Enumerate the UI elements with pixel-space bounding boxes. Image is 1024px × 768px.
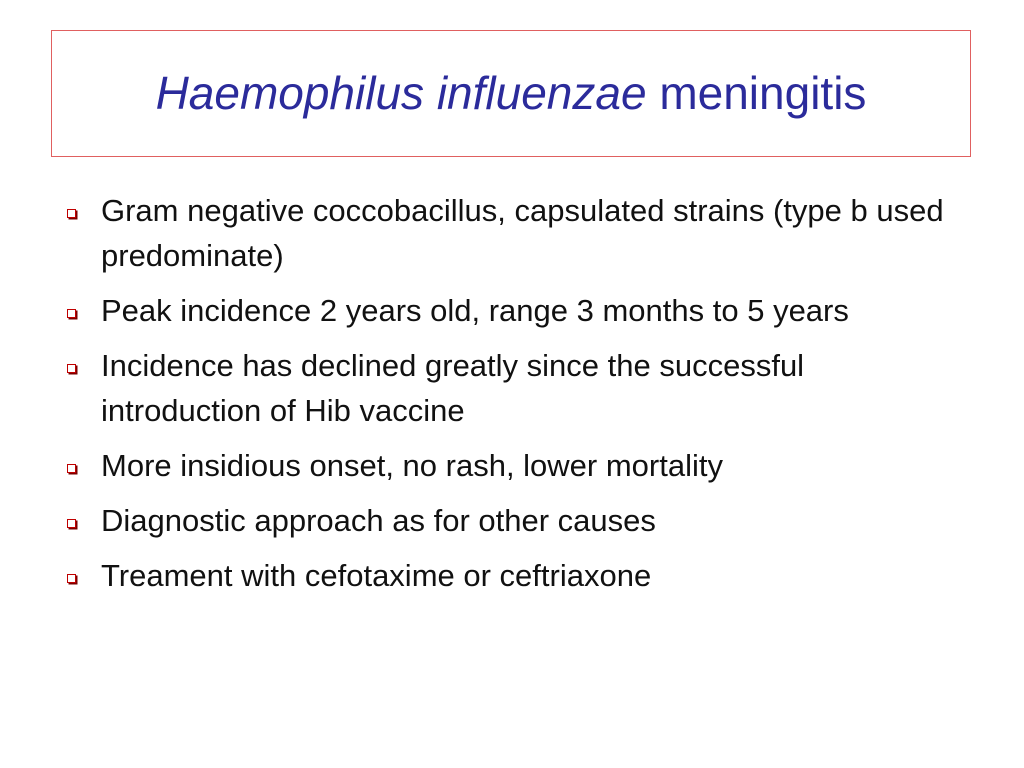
bullet-text: Incidence has declined greatly since the successful introduction of Hib vaccine [101,348,805,428]
title-box [51,30,971,157]
bullet-text: Diagnostic approach as for other causes [101,503,656,538]
square-bullet-icon [67,309,76,318]
square-bullet-icon [67,464,76,473]
bullet-text: More insidious onset, no rash, lower mortality [101,448,723,483]
bullet-item [58,443,968,488]
bullet-list [58,188,968,608]
bullet-item [58,498,968,543]
bullet-text: Peak incidence 2 years old, range 3 months to 5 years [101,293,849,328]
square-bullet-icon [67,519,76,528]
title-italic: Haemophilus influenzae [155,67,647,120]
square-bullet-icon [67,364,76,373]
slide-title [156,68,867,119]
square-bullet-icon [67,209,76,218]
title-rest: meningitis [646,67,867,120]
bullet-text: Gram negative coccobacillus, capsulated strains (type b used predominate) [101,193,944,273]
bullet-item [58,288,968,333]
bullet-item [58,188,968,278]
square-bullet-icon [67,574,76,583]
bullet-text: Treament with cefotaxime or ceftriaxone [101,558,652,593]
bullet-item [58,553,968,598]
bullet-item [58,343,968,433]
